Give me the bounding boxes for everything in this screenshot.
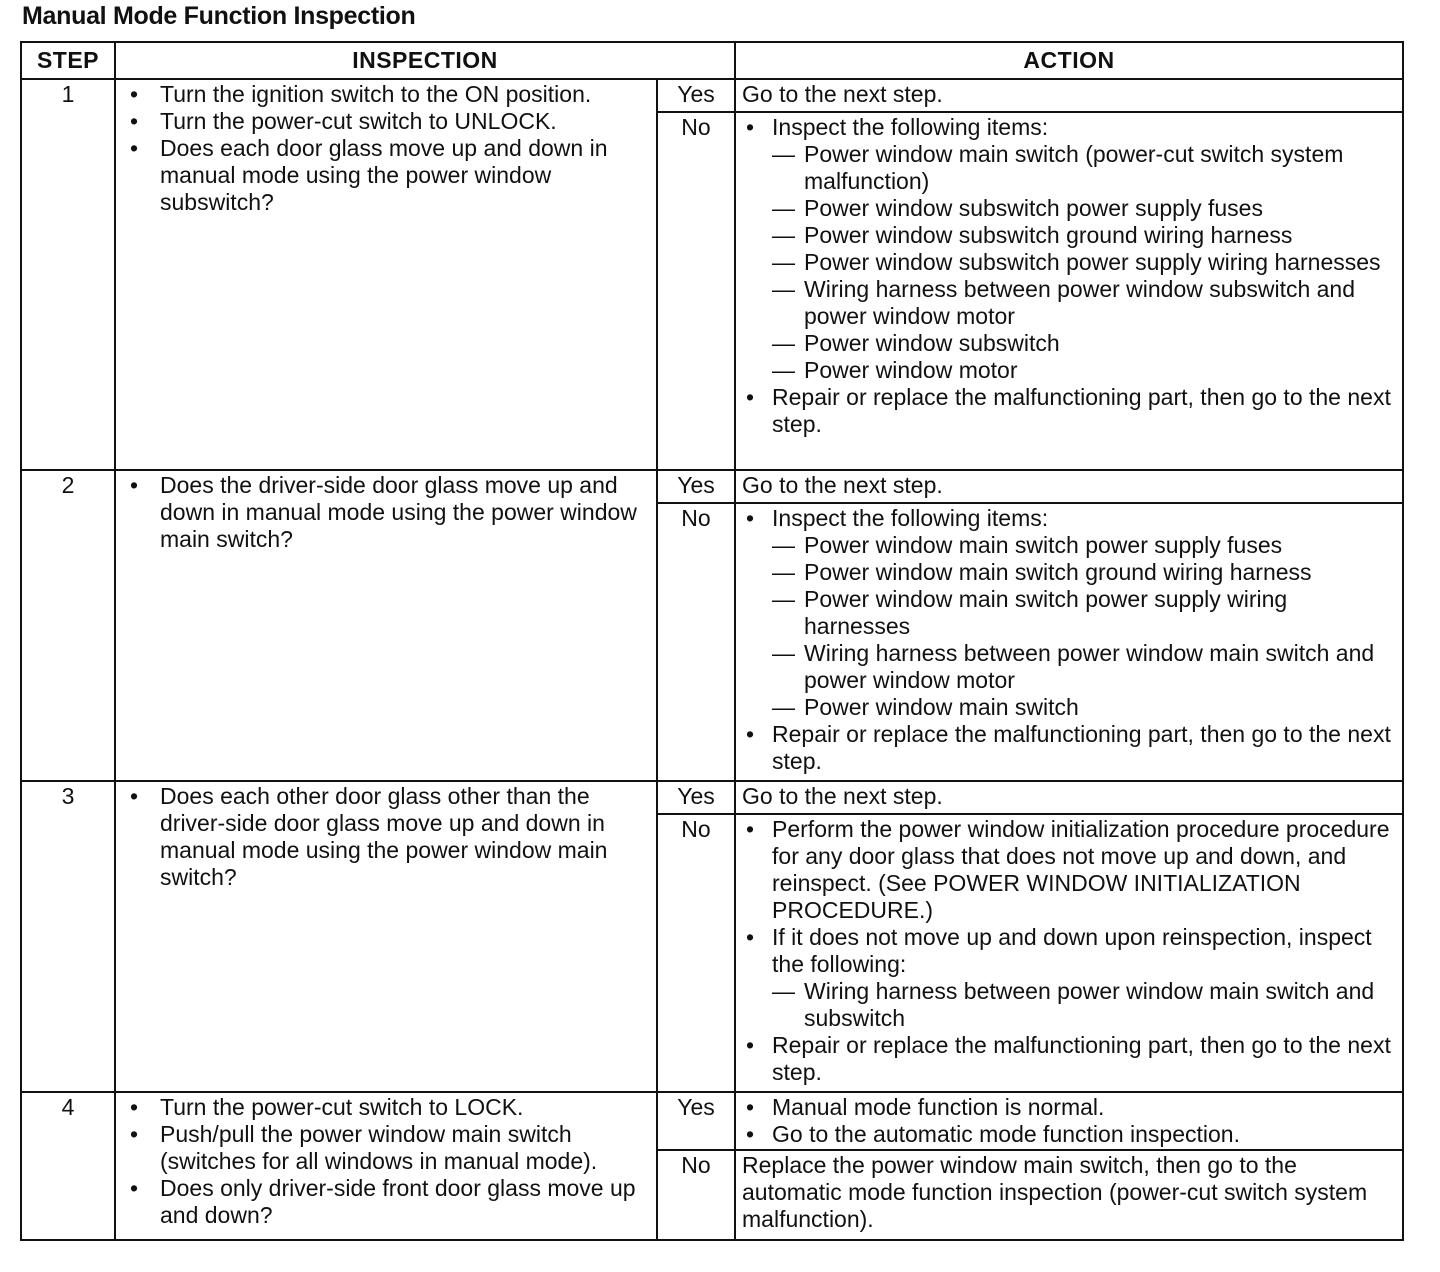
no-label: No <box>657 112 735 470</box>
page-title: Manual Mode Function Inspection <box>22 2 416 30</box>
action-item: • Perform the power window initialization procedure procedure for any door glass that does not move up and down, and reinspect. (See POWER WINDOW INITIALIZATION PROCEDURE.) <box>742 816 1394 924</box>
step-number: 2 <box>21 470 115 781</box>
check-item: — Wiring harness between power window subswitch and power window motor <box>772 276 1394 330</box>
yes-action: Go to the next step. <box>735 79 1403 112</box>
inspection-cell <box>115 470 657 781</box>
yes-label: Yes <box>657 470 735 503</box>
inspection-item: • Does each other door glass other than the driver-side door glass move up and down in manual mode using the power window main switch? <box>130 783 648 891</box>
inspection-cell <box>115 781 657 1092</box>
table-header-row <box>21 42 1403 79</box>
check-item: — Wiring harness between power window main switch and subswitch <box>772 978 1394 1032</box>
no-label: No <box>657 503 735 781</box>
inspection-item: • Does the driver-side door glass move up and down in manual mode using the power window main switch? <box>130 472 648 553</box>
inspection-item: • Push/pull the power window main switch (switches for all windows in manual mode). <box>130 1121 648 1175</box>
check-item: — Power window motor <box>772 357 1394 384</box>
inspection-item: • Does each door glass move up and down in manual mode using the power window subswitch? <box>130 135 648 216</box>
check-item: — Power window subswitch <box>772 330 1394 357</box>
yes-label: Yes <box>657 781 735 814</box>
header-action: ACTION <box>735 42 1403 79</box>
header-step: STEP <box>21 42 115 79</box>
table-row <box>21 1092 1403 1150</box>
step-number: 3 <box>21 781 115 1092</box>
action-item: • Inspect the following items: — Power window main switch (power-cut switch system malfunction) — Power window subswitch power supply fuses — Power window subswitch ground wiring harness — Power window subswitch power supply wiring harnesses — Wiring harness between power window subswitch and power window motor — Power window subswitch — Power window motor <box>742 114 1394 384</box>
check-item: — Wiring harness between power window main switch and power window motor <box>772 640 1394 694</box>
step-number: 4 <box>21 1092 115 1240</box>
table-row <box>21 79 1403 112</box>
check-item: — Power window subswitch ground wiring harness <box>772 222 1394 249</box>
yes-label: Yes <box>657 79 735 112</box>
yes-action: Go to the next step. <box>735 781 1403 814</box>
yes-action <box>735 1092 1403 1150</box>
no-action <box>735 814 1403 1092</box>
table-row <box>21 470 1403 503</box>
check-item: — Power window main switch (power-cut switch system malfunction) <box>772 141 1394 195</box>
action-item: • Manual mode function is normal. <box>742 1094 1394 1121</box>
action-item: • If it does not move up and down upon reinspection, inspect the following: — Wiring harness between power window main switch and subswitch <box>742 924 1394 1032</box>
inspection-cell <box>115 1092 657 1240</box>
table-row <box>21 781 1403 814</box>
inspection-cell <box>115 79 657 470</box>
inspection-item: • Turn the power-cut switch to LOCK. <box>130 1094 648 1121</box>
step-number: 1 <box>21 79 115 470</box>
check-item: — Power window subswitch power supply wiring harnesses <box>772 249 1394 276</box>
check-item: — Power window main switch power supply fuses <box>772 532 1394 559</box>
inspection-table <box>20 41 1404 1241</box>
no-action <box>735 503 1403 781</box>
check-item: — Power window main switch ground wiring harness <box>772 559 1394 586</box>
action-item: • Inspect the following items: — Power window main switch power supply fuses — Power window main switch ground wiring harness — Power window main switch power supply wiring harnesses — Wiring harness between power window main switch and power window motor — Power window main switch <box>742 505 1394 721</box>
no-label: No <box>657 1150 735 1240</box>
header-inspection: INSPECTION <box>115 42 735 79</box>
no-action <box>735 112 1403 470</box>
action-item: • Repair or replace the malfunctioning part, then go to the next step. <box>742 721 1394 775</box>
inspection-item: • Turn the ignition switch to the ON position. <box>130 81 648 108</box>
check-item: — Power window subswitch power supply fuses <box>772 195 1394 222</box>
action-item: • Repair or replace the malfunctioning part, then go to the next step. <box>742 1032 1394 1086</box>
inspection-item: • Turn the power-cut switch to UNLOCK. <box>130 108 648 135</box>
check-item: — Power window main switch <box>772 694 1394 721</box>
yes-label: Yes <box>657 1092 735 1150</box>
inspection-item: • Does only driver-side front door glass move up and down? <box>130 1175 648 1229</box>
action-item: • Go to the automatic mode function inspection. <box>742 1121 1394 1148</box>
no-label: No <box>657 814 735 1092</box>
check-item: — Power window main switch power supply wiring harnesses <box>772 586 1394 640</box>
no-action: Replace the power window main switch, then go to the automatic mode function inspection (power-cut switch system malfunction). <box>735 1150 1403 1240</box>
action-item: • Repair or replace the malfunctioning part, then go to the next step. <box>742 384 1394 438</box>
yes-action: Go to the next step. <box>735 470 1403 503</box>
